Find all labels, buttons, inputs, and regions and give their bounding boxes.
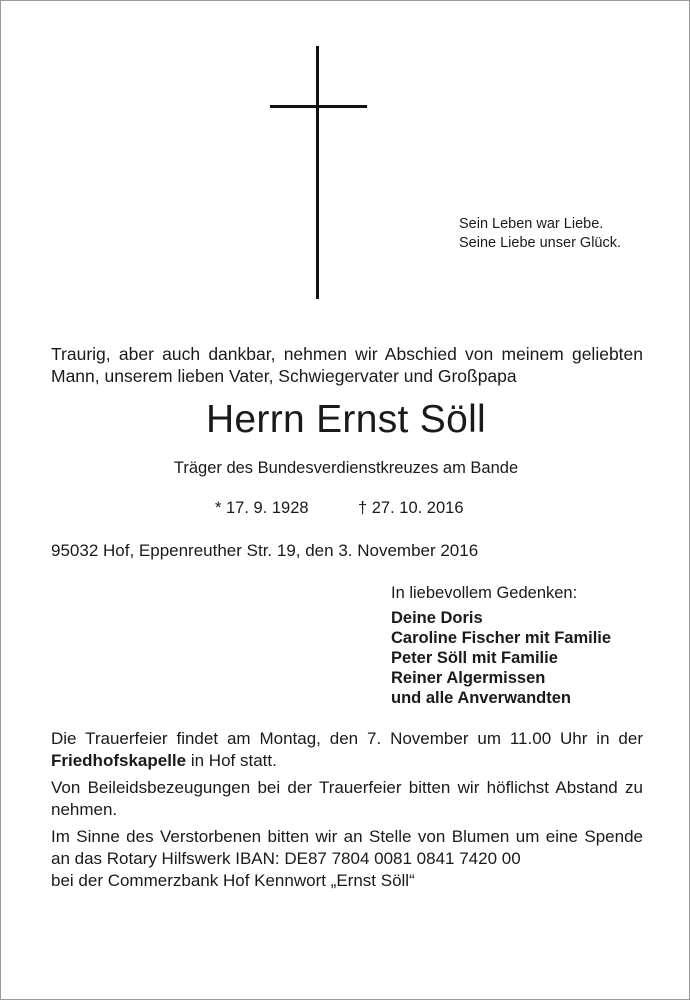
- motto: [459, 215, 621, 253]
- funeral-location: Friedhofskapelle: [51, 751, 187, 770]
- funeral-notice: [51, 728, 643, 772]
- donation-line-2: Spende an das Rotary Hilfswerk IBAN: DE87 7804 0081 0841 7420 00: [51, 827, 643, 868]
- intro-line-2: Mann, unserem lieben Vater, Schwiegervater und Großpapa: [51, 366, 517, 386]
- mourners-heading: In liebevollem Gedenken:: [391, 584, 578, 602]
- motto-line-2: Seine Liebe unser Glück.: [459, 235, 622, 251]
- deceased-name: Herrn Ernst Söll: [205, 398, 487, 441]
- intro-text: [51, 343, 643, 387]
- motto-line-1: Sein Leben war Liebe.: [459, 216, 604, 232]
- donation-notice: [51, 826, 643, 892]
- cross-horizontal-bar: [270, 105, 367, 108]
- mourners-block: [391, 583, 611, 708]
- place-and-date: 95032 Hof, Eppenreuther Str. 19, den 3. November 2016: [51, 541, 479, 560]
- intro-line-1: Traurig, aber auch dankbar, nehmen wir Abschied von meinem geliebten: [51, 344, 643, 364]
- mourner-name: Reiner Algermissen: [391, 669, 546, 687]
- mourner-name: Peter Söll mit Familie: [391, 649, 558, 667]
- condolences-notice: Von Beileidsbezeugungen bei der Trauerfeier bitten wir höflichst Abstand zu nehmen.: [51, 778, 643, 819]
- mourner-name: und alle Anverwandten: [391, 689, 572, 707]
- funeral-text-start: Die Trauerfeier findet am Montag, den 7. November um 11.00 Uhr in der: [51, 729, 643, 748]
- mourner-name: Caroline Fischer mit Familie: [391, 629, 612, 647]
- donation-line-3: bei der Commerzbank Hof Kennwort „Ernst Söll“: [51, 871, 415, 890]
- death-date: † 27. 10. 2016: [358, 499, 464, 517]
- funeral-text-end: in Hof statt.: [186, 751, 277, 770]
- birth-date: * 17. 9. 1928: [215, 499, 309, 517]
- donation-line-1: Im Sinne des Verstorbenen bitten wir an Stelle von Blumen um eine: [51, 827, 578, 846]
- cross-vertical-bar: [316, 46, 319, 299]
- mourner-name: Deine Doris: [391, 609, 483, 627]
- deceased-honor: Träger des Bundesverdienstkreuzes am Bande: [173, 459, 519, 477]
